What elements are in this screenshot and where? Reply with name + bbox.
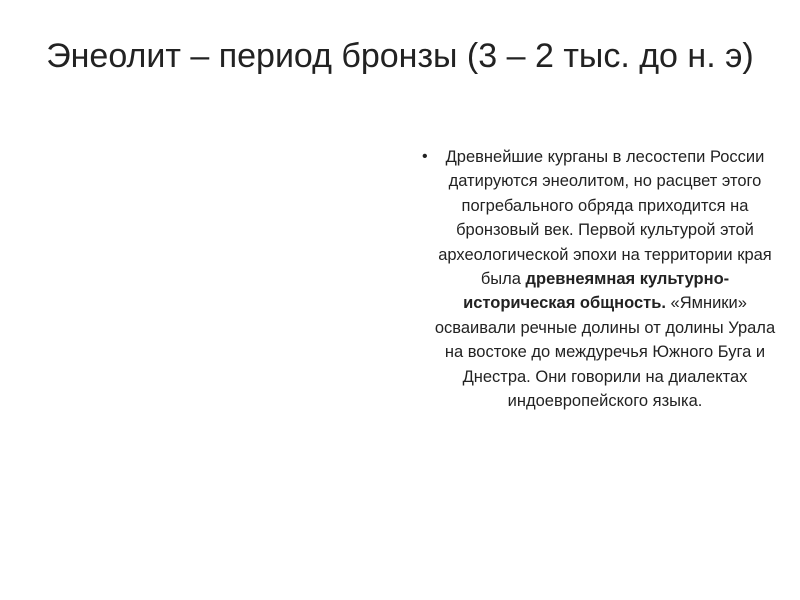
bullet-icon: • — [422, 148, 428, 165]
paragraph-rest: «Ямники» осваивали речные долины от долины Урала на востоке до междуречья Южного Буга и Днестра. Они говорили на диалектах индоевропейского языка. — [434, 294, 776, 411]
paragraph-highlight: древнеямная культурно-историческая общность. — [463, 270, 730, 313]
title-date-range: 3 – 2 тыс. до н. э) — [478, 37, 754, 75]
slide-title — [40, 34, 760, 79]
body-paragraph — [422, 145, 780, 413]
paragraph-intro: Древнейшие курганы в лесостепи России датируются энеолитом, но расцвет этого погребального обряда приходится на бронзовый век. Первой культурой этой археологической эпохи на территории края была — [438, 148, 772, 289]
title-main: Энеолит – период бронзы ( — [46, 37, 479, 75]
